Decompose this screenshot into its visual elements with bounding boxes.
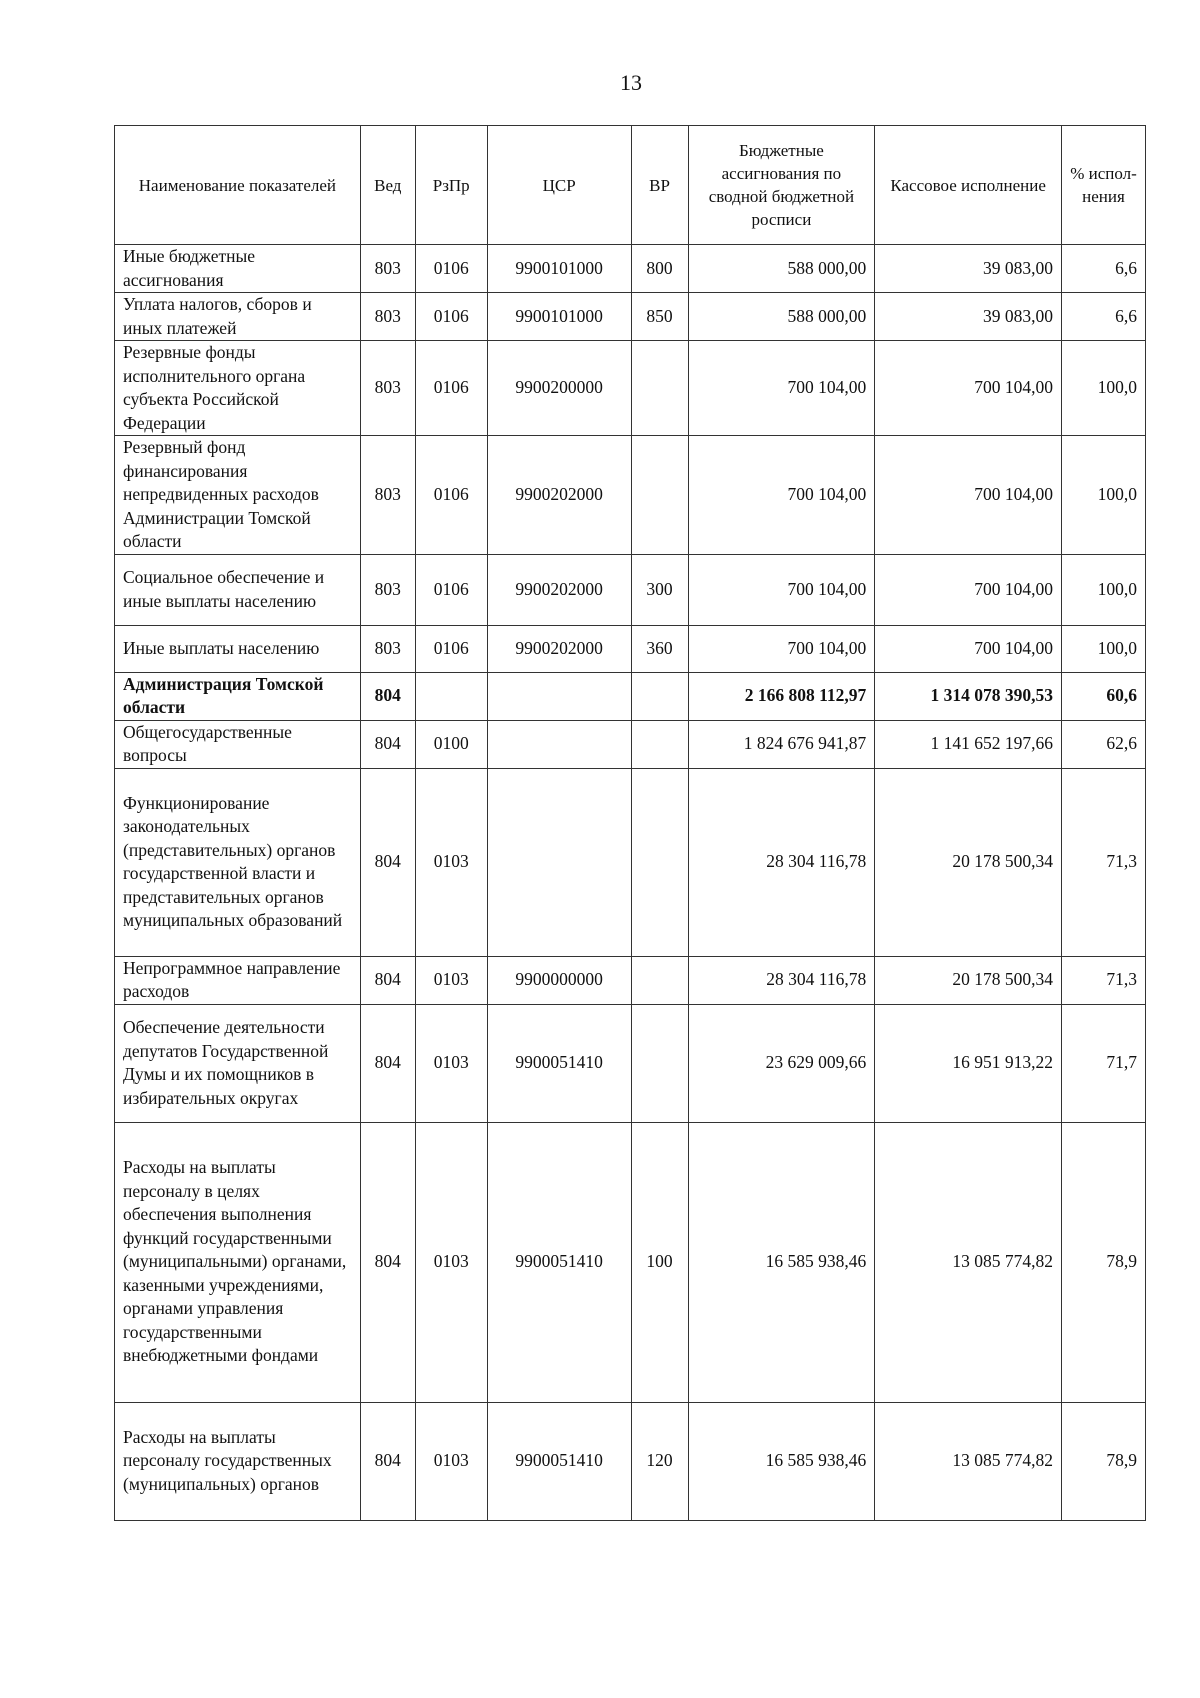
header-cash: Кассовое исполнение [875, 126, 1062, 245]
row-csr: 9900051410 [487, 1122, 631, 1402]
row-ved: 803 [360, 293, 415, 341]
row-vr: 850 [631, 293, 688, 341]
row-csr [487, 720, 631, 768]
row-vr [631, 1004, 688, 1122]
row-cash: 1 141 652 197,66 [875, 720, 1062, 768]
row-csr: 9900202000 [487, 554, 631, 625]
table-row [115, 625, 1146, 672]
row-name: Иные бюджетные ассигнования [115, 245, 361, 293]
row-percent: 100,0 [1062, 625, 1146, 672]
row-rzpr: 0103 [415, 1004, 487, 1122]
row-budget: 700 104,00 [688, 625, 875, 672]
row-vr: 360 [631, 625, 688, 672]
row-percent: 78,9 [1062, 1402, 1146, 1520]
row-name: Резервный фонд финансирования непредвиденных расходов Администрации Томской области [115, 436, 361, 555]
row-percent: 100,0 [1062, 341, 1146, 436]
row-csr: 9900101000 [487, 293, 631, 341]
row-csr: 9900202000 [487, 625, 631, 672]
row-cash: 20 178 500,34 [875, 768, 1062, 956]
row-cash: 20 178 500,34 [875, 956, 1062, 1004]
row-ved: 803 [360, 625, 415, 672]
row-rzpr [415, 672, 487, 720]
row-rzpr: 0103 [415, 1122, 487, 1402]
row-rzpr: 0106 [415, 554, 487, 625]
row-budget: 1 824 676 941,87 [688, 720, 875, 768]
row-percent: 71,7 [1062, 1004, 1146, 1122]
row-csr [487, 768, 631, 956]
row-ved: 803 [360, 341, 415, 436]
row-vr [631, 956, 688, 1004]
row-cash: 16 951 913,22 [875, 1004, 1062, 1122]
row-cash: 700 104,00 [875, 625, 1062, 672]
row-budget: 700 104,00 [688, 554, 875, 625]
row-rzpr: 0106 [415, 436, 487, 555]
table-row [115, 956, 1146, 1004]
row-csr: 9900101000 [487, 245, 631, 293]
row-vr: 300 [631, 554, 688, 625]
table-row [115, 1004, 1146, 1122]
row-name: Социальное обеспечение и иные выплаты населению [115, 554, 361, 625]
row-rzpr: 0100 [415, 720, 487, 768]
row-budget: 28 304 116,78 [688, 768, 875, 956]
table-row [115, 768, 1146, 956]
row-ved: 804 [360, 768, 415, 956]
row-percent: 71,3 [1062, 956, 1146, 1004]
table-row [115, 245, 1146, 293]
table-row [115, 720, 1146, 768]
header-percent: % испол-нения [1062, 126, 1146, 245]
row-csr [487, 672, 631, 720]
row-rzpr: 0103 [415, 956, 487, 1004]
row-ved: 803 [360, 245, 415, 293]
row-csr: 9900200000 [487, 341, 631, 436]
table-row [115, 436, 1146, 555]
row-budget: 16 585 938,46 [688, 1402, 875, 1520]
row-percent: 71,3 [1062, 768, 1146, 956]
row-vr [631, 768, 688, 956]
row-budget: 700 104,00 [688, 436, 875, 555]
row-name: Резервные фонды исполнительного органа субъекта Российской Федерации [115, 341, 361, 436]
table-row [115, 554, 1146, 625]
table-row [115, 341, 1146, 436]
row-name: Общегосударственные вопросы [115, 720, 361, 768]
page-number: 13 [620, 70, 642, 95]
row-ved: 804 [360, 672, 415, 720]
row-budget: 23 629 009,66 [688, 1004, 875, 1122]
row-vr [631, 672, 688, 720]
row-rzpr: 0106 [415, 341, 487, 436]
row-cash: 700 104,00 [875, 554, 1062, 625]
row-ved: 804 [360, 956, 415, 1004]
row-cash: 700 104,00 [875, 436, 1062, 555]
header-vr: ВР [631, 126, 688, 245]
row-cash: 1 314 078 390,53 [875, 672, 1062, 720]
row-rzpr: 0106 [415, 625, 487, 672]
row-vr: 100 [631, 1122, 688, 1402]
row-budget: 588 000,00 [688, 245, 875, 293]
row-budget: 16 585 938,46 [688, 1122, 875, 1402]
row-ved: 803 [360, 436, 415, 555]
row-name: Обеспечение деятельности депутатов Государственной Думы и их помощников в избирательных округах [115, 1004, 361, 1122]
budget-execution-table [114, 125, 1146, 1521]
row-percent: 62,6 [1062, 720, 1146, 768]
row-rzpr: 0103 [415, 1402, 487, 1520]
row-percent: 60,6 [1062, 672, 1146, 720]
row-percent: 100,0 [1062, 554, 1146, 625]
row-percent: 100,0 [1062, 436, 1146, 555]
row-percent: 78,9 [1062, 1122, 1146, 1402]
table-header [115, 126, 1146, 245]
row-ved: 804 [360, 1004, 415, 1122]
header-name: Наименование показателей [115, 126, 361, 245]
row-name: Непрограммное направление расходов [115, 956, 361, 1004]
table-row [115, 1402, 1146, 1520]
row-csr: 9900051410 [487, 1402, 631, 1520]
row-percent: 6,6 [1062, 245, 1146, 293]
row-vr [631, 436, 688, 555]
row-name: Иные выплаты населению [115, 625, 361, 672]
row-name: Расходы на выплаты персоналу в целях обеспечения выполнения функций государственными (муниципальными) органами, казенными учреждениями, органами управления государственными внебюджетными фондами [115, 1122, 361, 1402]
row-rzpr: 0106 [415, 245, 487, 293]
table-row [115, 672, 1146, 720]
header-ved: Вед [360, 126, 415, 245]
row-budget: 700 104,00 [688, 341, 875, 436]
row-csr: 9900051410 [487, 1004, 631, 1122]
row-percent: 6,6 [1062, 293, 1146, 341]
row-csr: 9900000000 [487, 956, 631, 1004]
row-cash: 13 085 774,82 [875, 1402, 1062, 1520]
row-csr: 9900202000 [487, 436, 631, 555]
row-vr: 800 [631, 245, 688, 293]
row-cash: 39 083,00 [875, 293, 1062, 341]
table-row [115, 1122, 1146, 1402]
row-name: Расходы на выплаты персоналу государственных (муниципальных) органов [115, 1402, 361, 1520]
header-budget: Бюджетные ассигнования по сводной бюджетной росписи [688, 126, 875, 245]
row-vr [631, 720, 688, 768]
row-vr: 120 [631, 1402, 688, 1520]
row-budget: 588 000,00 [688, 293, 875, 341]
row-rzpr: 0103 [415, 768, 487, 956]
row-ved: 804 [360, 720, 415, 768]
table-body [115, 245, 1146, 1521]
row-name: Администрация Томской области [115, 672, 361, 720]
row-budget: 2 166 808 112,97 [688, 672, 875, 720]
row-budget: 28 304 116,78 [688, 956, 875, 1004]
row-ved: 804 [360, 1402, 415, 1520]
table-row [115, 293, 1146, 341]
header-csr: ЦСР [487, 126, 631, 245]
row-cash: 700 104,00 [875, 341, 1062, 436]
row-rzpr: 0106 [415, 293, 487, 341]
row-ved: 804 [360, 1122, 415, 1402]
row-cash: 39 083,00 [875, 245, 1062, 293]
row-name: Функционирование законодательных (представительных) органов государственной власти и представительных органов муниципальных образований [115, 768, 361, 956]
header-rzpr: РзПр [415, 126, 487, 245]
row-cash: 13 085 774,82 [875, 1122, 1062, 1402]
row-ved: 803 [360, 554, 415, 625]
row-name: Уплата налогов, сборов и иных платежей [115, 293, 361, 341]
row-vr [631, 341, 688, 436]
